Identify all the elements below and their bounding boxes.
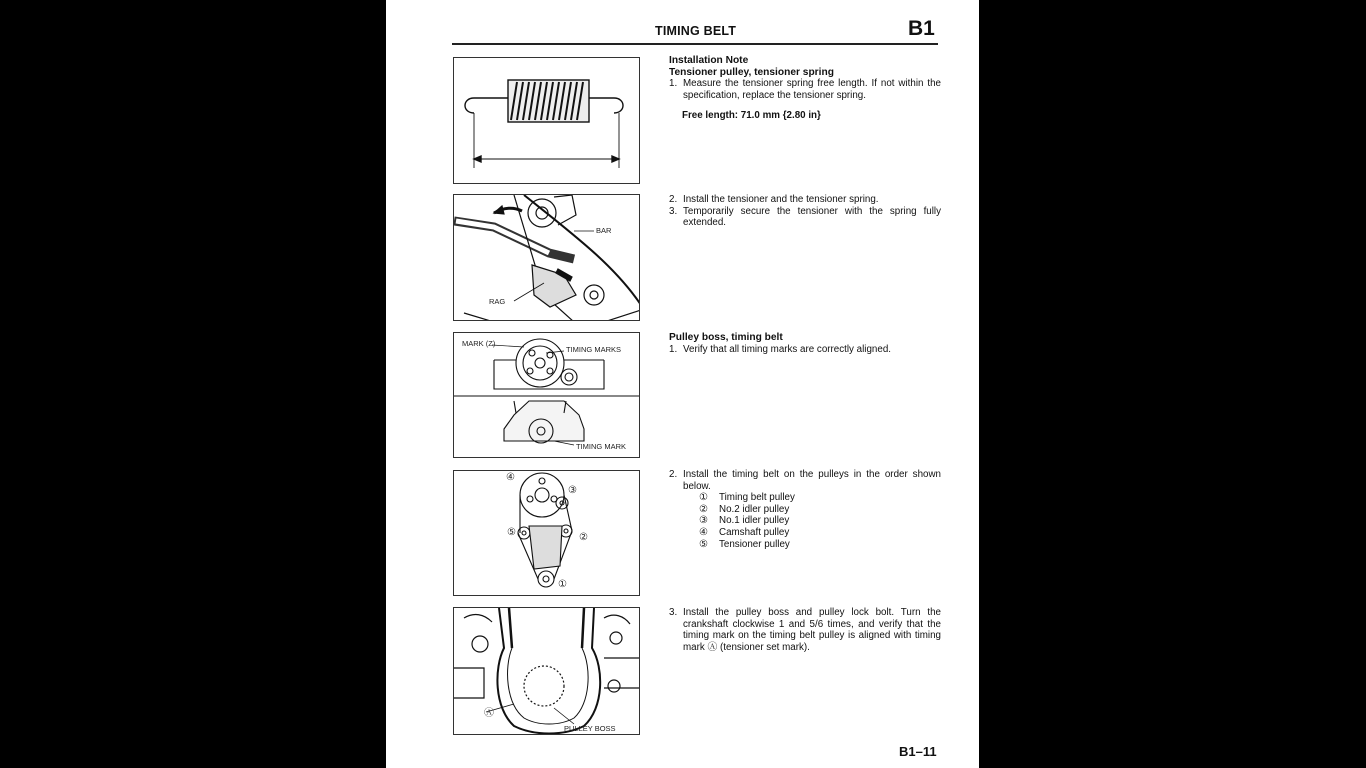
page-number: B1–11 xyxy=(899,744,937,759)
free-length-spec: Free length: 71.0 mm {2.80 in} xyxy=(682,110,821,122)
pulley-step-2: 2. Install the timing belt on the pulleys in the order shown below. xyxy=(669,469,941,492)
figure-tensioner-bar xyxy=(453,194,640,321)
order-number-5: ⑤ xyxy=(507,527,516,538)
mark-z-label: MARK (Z) xyxy=(462,339,496,348)
list-item: ③ No.1 idler pulley xyxy=(699,515,790,527)
bar-label: BAR xyxy=(596,226,612,235)
belt-order-section xyxy=(669,469,941,550)
list-item: ④ Camshaft pulley xyxy=(699,526,790,538)
tensioner-steps xyxy=(669,194,941,229)
order-number-2: ② xyxy=(579,532,588,543)
figure-timing-marks xyxy=(453,332,640,458)
order-list xyxy=(699,492,941,550)
timing-mark-label: TIMING MARK xyxy=(576,442,626,451)
section-code: B1 xyxy=(908,17,935,40)
list-item: ⑤ Tensioner pulley xyxy=(699,538,790,550)
step-2: 2. Install the tensioner and the tensioner spring. xyxy=(669,194,879,205)
step-3: 3. Temporarily secure the tensioner with the spring fully extended. xyxy=(669,205,941,229)
pulley-boss-label: PULLEY BOSS xyxy=(564,724,616,733)
tensioner-section xyxy=(669,55,941,122)
pulley-heading: Pulley boss, timing belt xyxy=(669,332,783,343)
figure-pulley-boss xyxy=(453,607,640,735)
rag-label: RAG xyxy=(489,297,506,306)
timing-marks-label: TIMING MARKS xyxy=(566,345,622,354)
tensioner-heading: Tensioner pulley, tensioner spring xyxy=(669,66,834,78)
pulley-boss-section xyxy=(669,607,941,653)
pulley-step-1: 1. Verify that all timing marks are correctly aligned. xyxy=(669,343,891,355)
header-rule xyxy=(452,43,938,45)
order-number-4: ④ xyxy=(506,472,515,483)
list-item: ① Timing belt pulley xyxy=(699,492,795,504)
installation-note-heading: Installation Note xyxy=(669,55,749,66)
list-item: ② No.2 idler pulley xyxy=(699,503,790,515)
figure-belt-order xyxy=(453,470,640,596)
pulley-step-3: 3. Install the pulley boss and pulley lock bolt. Turn the crankshaft clockwise 1 and 5/6 times, and verify that the timing mark on the timing belt pulley is aligned with timing mark Ⓐ (tensioner set mark). xyxy=(669,607,941,653)
figure-tensioner-spring xyxy=(453,57,640,184)
page-title: TIMING BELT xyxy=(655,24,737,38)
order-number-1: ① xyxy=(558,579,567,590)
manual-page xyxy=(386,0,979,768)
order-number-3: ③ xyxy=(568,485,577,496)
pulley-section xyxy=(669,332,941,355)
mark-a-label: Ⓐ xyxy=(484,708,494,719)
step-1: 1. Measure the tensioner spring free length. If not within the specification, replace the tensioner spring. xyxy=(669,78,941,101)
